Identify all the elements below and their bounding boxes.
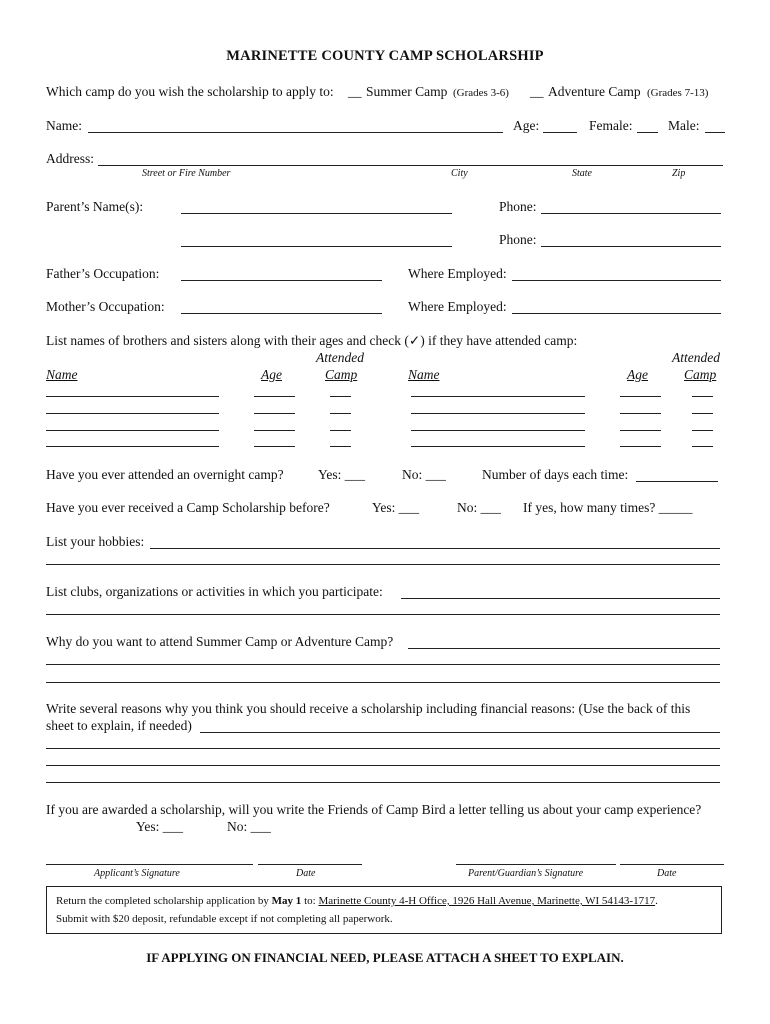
father-employed-field[interactable] — [512, 280, 721, 281]
guardian-signature-caption: Parent/Guardian’s Signature — [468, 868, 584, 879]
age-header-left: Age — [261, 367, 282, 382]
sibling-name-field[interactable] — [46, 446, 219, 447]
siblings-prompt: List names of brothers and sisters along with their ages and check (✓) if they have attended camp: — [46, 333, 578, 348]
sibling-camp-field[interactable] — [330, 396, 351, 397]
why-label: Why do you want to attend Summer Camp or Adventure Camp? — [46, 634, 394, 649]
mother-occupation-label: Mother’s Occupation: — [46, 299, 165, 314]
summer-camp-grades: (Grades 3-6) — [453, 87, 509, 99]
sibling-name-field[interactable] — [46, 430, 219, 431]
notice-deadline: May 1 — [271, 895, 302, 907]
parent-name-field-1[interactable] — [181, 213, 452, 214]
reasons-field-extra[interactable] — [46, 765, 720, 766]
sibling-age-field[interactable] — [254, 413, 295, 414]
notice-prefix: Return the completed scholarship application by — [56, 895, 269, 907]
applicant-signature-caption: Applicant’s Signature — [94, 868, 180, 879]
father-occupation-field[interactable] — [181, 280, 382, 281]
camp-choice-prompt: Which camp do you wish the scholarship to apply to: — [46, 84, 334, 99]
name-header-left: Name — [46, 367, 78, 382]
clubs-field-extra[interactable] — [46, 614, 720, 615]
sibling-age-field[interactable] — [620, 413, 661, 414]
guardian-date-caption: Date — [657, 868, 677, 879]
attended-header-right: Attended — [672, 350, 720, 365]
guardian-date-field[interactable] — [620, 864, 724, 865]
name-label: Name: — [46, 118, 82, 133]
sibling-name-field[interactable] — [411, 446, 585, 447]
father-employed-label: Where Employed: — [408, 266, 507, 281]
camp-header-left: Camp — [325, 367, 358, 382]
sibling-age-field[interactable] — [620, 446, 661, 447]
applicant-signature-field[interactable] — [46, 864, 253, 865]
zip-caption: Zip — [672, 168, 686, 179]
sibling-age-field[interactable] — [254, 396, 295, 397]
sibling-name-field[interactable] — [411, 430, 585, 431]
age-header-right: Age — [627, 367, 648, 382]
age-label: Age: — [513, 118, 540, 133]
notice-to: to: — [304, 895, 316, 907]
sibling-age-field[interactable] — [620, 430, 661, 431]
reasons-prompt-line2: sheet to explain, if needed) — [46, 718, 192, 733]
adventure-camp-blank[interactable]: __ — [530, 84, 544, 99]
phone-field-2[interactable] — [541, 246, 721, 247]
page-title: MARINETTE COUNTY CAMP SCHOLARSHIP — [226, 48, 544, 64]
days-field[interactable] — [636, 481, 718, 482]
phone-field-1[interactable] — [541, 213, 721, 214]
street-caption: Street or Fire Number — [142, 168, 231, 179]
phone-label-1: Phone: — [499, 199, 537, 214]
adventure-camp-label: Adventure Camp — [548, 84, 641, 99]
sibling-age-field[interactable] — [620, 396, 661, 397]
hobbies-field[interactable] — [150, 548, 720, 549]
sibling-camp-field[interactable] — [692, 413, 713, 414]
summer-camp-label: Summer Camp — [366, 84, 448, 99]
mother-occupation-field[interactable] — [181, 313, 382, 314]
sibling-age-field[interactable] — [254, 430, 295, 431]
sibling-camp-field[interactable] — [330, 446, 351, 447]
notice-line1: Return the completed scholarship application by May 1 to: Marinette County 4-H Office, 1926 Hall Avenue, Marinette, WI 54143-1717. — [56, 895, 658, 907]
phone-label-2: Phone: — [499, 232, 537, 247]
sibling-camp-field[interactable] — [692, 446, 713, 447]
city-caption: City — [451, 168, 468, 179]
sibling-camp-field[interactable] — [692, 396, 713, 397]
return-notice-box — [46, 886, 722, 934]
prior-no[interactable]: No: ___ — [457, 500, 501, 515]
name-header-right: Name — [408, 367, 440, 382]
address-label: Address: — [46, 151, 94, 166]
male-label: Male: — [668, 118, 700, 133]
mother-employed-field[interactable] — [512, 313, 721, 314]
reasons-field[interactable] — [200, 732, 720, 733]
applicant-date-caption: Date — [296, 868, 316, 879]
letter-no[interactable]: No: ___ — [227, 819, 271, 834]
sibling-name-field[interactable] — [46, 396, 219, 397]
sibling-camp-field[interactable] — [330, 430, 351, 431]
parents-label: Parent’s Name(s): — [46, 199, 144, 214]
state-caption: State — [572, 168, 592, 179]
summer-camp-blank[interactable]: __ — [348, 84, 362, 99]
sibling-camp-field[interactable] — [330, 413, 351, 414]
overnight-question: Have you ever attended an overnight camp? — [46, 467, 284, 482]
reasons-field-extra[interactable] — [46, 748, 720, 749]
clubs-label: List clubs, organizations or activities in which you participate: — [46, 584, 383, 599]
camp-header-right: Camp — [684, 367, 717, 382]
prior-scholarship-question: Have you ever received a Camp Scholarship before? — [46, 500, 330, 515]
attended-header-left: Attended — [316, 350, 364, 365]
address-field[interactable] — [98, 165, 723, 166]
footer-note: IF APPLYING ON FINANCIAL NEED, PLEASE ATTACH A SHEET TO EXPLAIN. — [146, 950, 624, 965]
male-field[interactable] — [705, 132, 725, 133]
sibling-age-field[interactable] — [254, 446, 295, 447]
why-field-extra[interactable] — [46, 682, 720, 683]
letter-question: If you are awarded a scholarship, will you write the Friends of Camp Bird a letter telling us about your camp experience? — [46, 802, 702, 817]
hobbies-label: List your hobbies: — [46, 534, 145, 549]
sibling-name-field[interactable] — [411, 413, 585, 414]
reasons-prompt-line1: Write several reasons why you think you should receive a scholarship including financial reasons: (Use the back of this — [46, 701, 691, 716]
notice-line2: Submit with $20 deposit, refundable except if not completing all paperwork. — [56, 913, 393, 925]
notice-address: Marinette County 4-H Office, 1926 Hall Avenue, Marinette, WI 54143-1717 — [318, 895, 656, 907]
adventure-camp-grades: (Grades 7-13) — [647, 87, 709, 99]
overnight-no[interactable]: No: ___ — [402, 467, 446, 482]
overnight-yes[interactable]: Yes: ___ — [318, 467, 366, 482]
applicant-date-field[interactable] — [258, 864, 362, 865]
sibling-camp-field[interactable] — [692, 430, 713, 431]
reasons-field-extra[interactable] — [46, 782, 720, 783]
why-field[interactable] — [408, 648, 720, 649]
hobbies-field-extra[interactable] — [46, 564, 720, 565]
clubs-field[interactable] — [401, 598, 720, 599]
father-occupation-label: Father’s Occupation: — [46, 266, 160, 281]
guardian-signature-field[interactable] — [456, 864, 616, 865]
prior-yes[interactable]: Yes: ___ — [372, 500, 420, 515]
female-label: Female: — [589, 118, 633, 133]
female-field[interactable] — [637, 132, 658, 133]
parent-name-field-2[interactable] — [181, 246, 452, 247]
sibling-name-field[interactable] — [46, 413, 219, 414]
mother-employed-label: Where Employed: — [408, 299, 507, 314]
letter-yes[interactable]: Yes: ___ — [136, 819, 184, 834]
name-field[interactable] — [88, 132, 503, 133]
why-field-extra[interactable] — [46, 664, 720, 665]
sibling-name-field[interactable] — [411, 396, 585, 397]
age-field[interactable] — [543, 132, 577, 133]
prior-times[interactable]: If yes, how many times? _____ — [523, 500, 693, 515]
days-label: Number of days each time: — [482, 467, 629, 482]
